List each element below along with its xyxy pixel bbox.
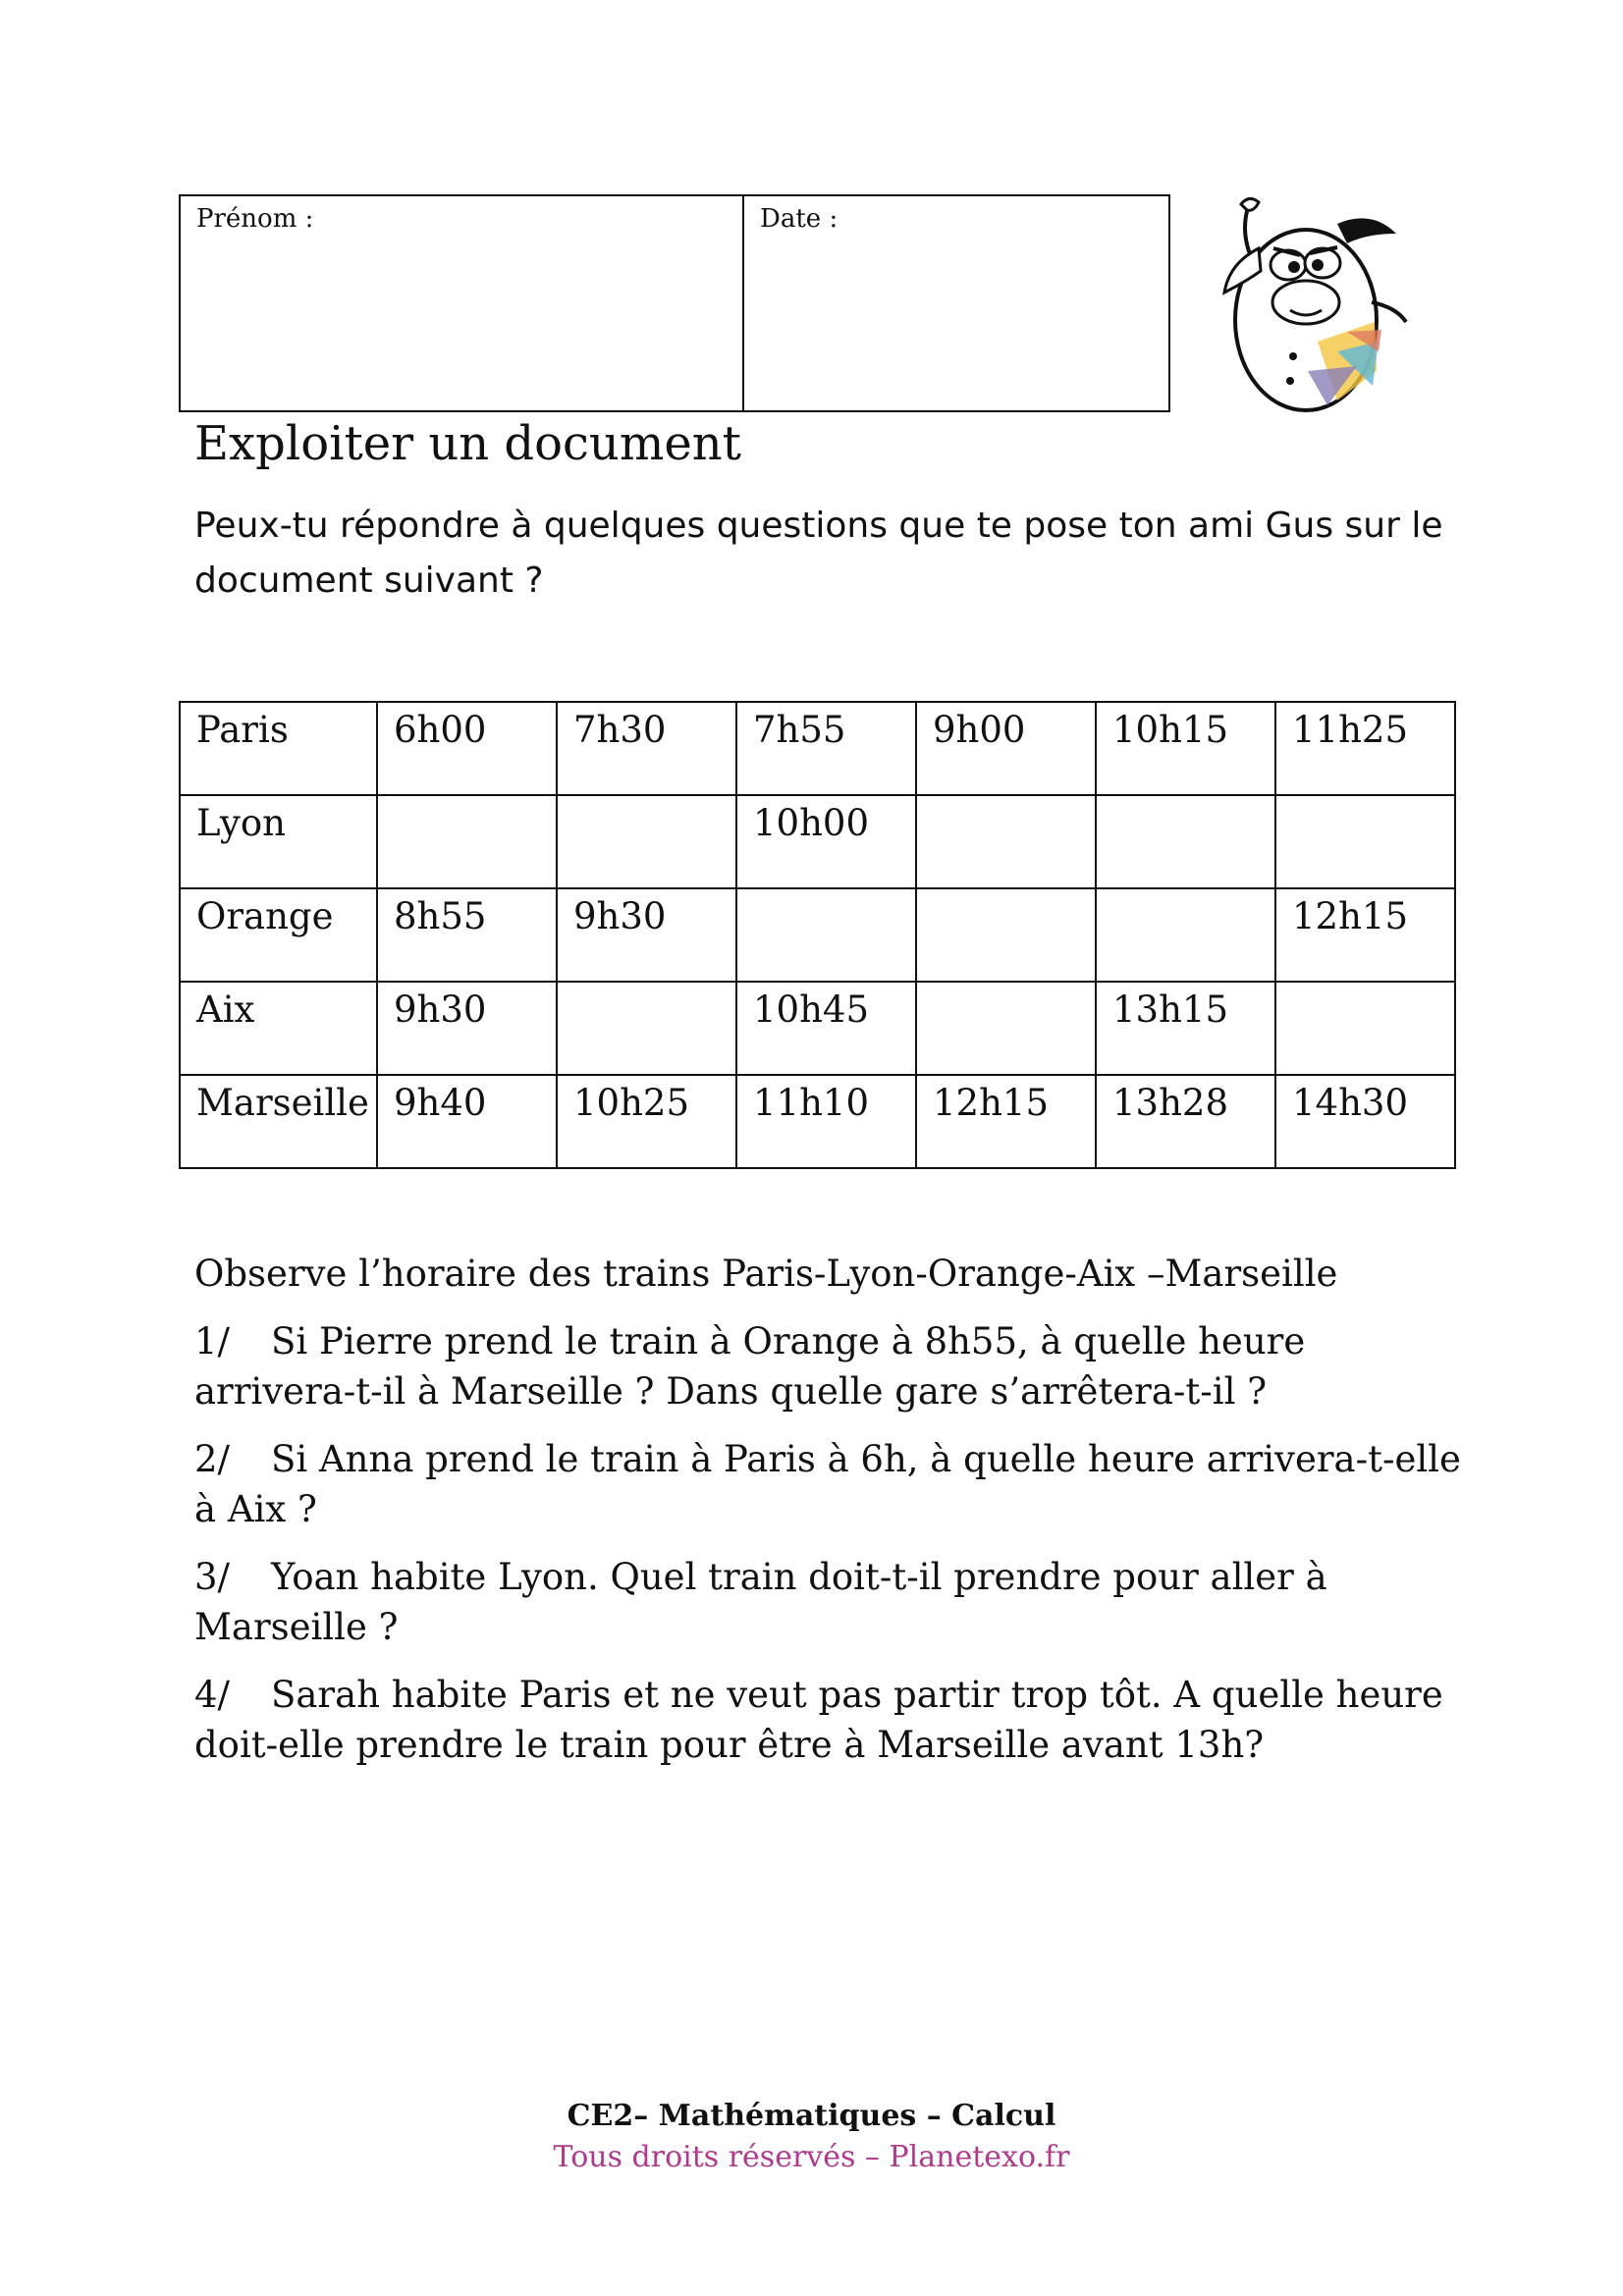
- question-text: Yoan habite Lyon. Quel train doit-t-il prendre pour aller à Marseille ?: [194, 1556, 1327, 1648]
- observe-instruction: Observe l’horaire des trains Paris-Lyon-Orange-Aix –Marseille: [194, 1253, 1338, 1295]
- mascot-eye-left: [1271, 250, 1306, 280]
- question-number: 2/: [194, 1438, 231, 1480]
- question-item: [194, 1316, 1471, 1416]
- time-cell: [1275, 982, 1455, 1075]
- time-cell: 12h15: [1275, 888, 1455, 982]
- time-cell: 9h30: [377, 982, 557, 1075]
- question-number: 3/: [194, 1556, 231, 1598]
- time-cell: 10h45: [736, 982, 916, 1075]
- date-field[interactable]: [744, 196, 1168, 410]
- time-cell: 6h00: [377, 702, 557, 795]
- time-cell: [377, 795, 557, 888]
- time-cell: 13h28: [1096, 1075, 1275, 1168]
- question-item: [194, 1434, 1471, 1534]
- time-cell: 13h15: [1096, 982, 1275, 1075]
- time-cell: 12h15: [916, 1075, 1096, 1168]
- mascot-snout: [1272, 281, 1339, 324]
- footer-subject: CE2– Mathématiques – Calcul: [567, 2099, 1056, 2133]
- mascot-ear-right: [1337, 218, 1396, 243]
- station-cell: Marseille: [180, 1075, 377, 1168]
- time-cell: [1096, 888, 1275, 982]
- time-cell: [1096, 795, 1275, 888]
- intro-text: Peux-tu répondre à quelques questions que te pose ton ami Gus sur le document suivant ?: [194, 506, 1443, 601]
- page-title: Exploiter un document: [194, 416, 741, 471]
- name-date-box: [179, 194, 1170, 412]
- time-cell: 10h00: [736, 795, 916, 888]
- time-cell: 11h25: [1275, 702, 1455, 795]
- time-cell: 9h00: [916, 702, 1096, 795]
- question-text: Si Pierre prend le train à Orange à 8h55, à quelle heure arrivera-t-il à Marseille ? Dans quelle gare s’arrêtera-t-il ?: [194, 1320, 1306, 1413]
- train-timetable: [179, 701, 1456, 1169]
- time-cell: 11h10: [736, 1075, 916, 1168]
- table-row: [180, 888, 1455, 982]
- table-row: [180, 795, 1455, 888]
- table-row: [180, 982, 1455, 1075]
- footer-copyright: Tous droits réservés – Planetexo.fr: [553, 2140, 1070, 2174]
- station-cell: Orange: [180, 888, 377, 982]
- question-text: Sarah habite Paris et ne veut pas partir trop tôt. A quelle heure doit-elle prendre le train pour être à Marseille avant 13h?: [194, 1674, 1443, 1766]
- time-cell: [557, 795, 736, 888]
- question-number: 4/: [194, 1674, 231, 1716]
- gus-mascot-illustration: [1200, 194, 1411, 420]
- table-row: [180, 702, 1455, 795]
- time-cell: 10h15: [1096, 702, 1275, 795]
- time-cell: 14h30: [1275, 1075, 1455, 1168]
- mascot-hand-left: [1241, 198, 1259, 210]
- question-number: 1/: [194, 1320, 231, 1362]
- time-cell: [736, 888, 916, 982]
- station-cell: Paris: [180, 702, 377, 795]
- time-cell: 7h55: [736, 702, 916, 795]
- question-item: [194, 1552, 1471, 1652]
- station-cell: Aix: [180, 982, 377, 1075]
- time-cell: 9h30: [557, 888, 736, 982]
- time-cell: [1275, 795, 1455, 888]
- question-text: Si Anna prend le train à Paris à 6h, à quelle heure arrivera-t-elle à Aix ?: [194, 1438, 1461, 1530]
- time-cell: 9h40: [377, 1075, 557, 1168]
- time-cell: [916, 795, 1096, 888]
- firstname-field[interactable]: [181, 196, 744, 410]
- questions-section: [194, 1249, 1471, 1788]
- question-item: [194, 1670, 1471, 1770]
- time-cell: 8h55: [377, 888, 557, 982]
- time-cell: [916, 888, 1096, 982]
- time-cell: [916, 982, 1096, 1075]
- time-cell: 7h30: [557, 702, 736, 795]
- time-cell: [557, 982, 736, 1075]
- station-cell: Lyon: [180, 795, 377, 888]
- time-cell: 10h25: [557, 1075, 736, 1168]
- table-row: [180, 1075, 1455, 1168]
- date-label: Date :: [760, 204, 839, 234]
- firstname-label: Prénom :: [196, 204, 314, 234]
